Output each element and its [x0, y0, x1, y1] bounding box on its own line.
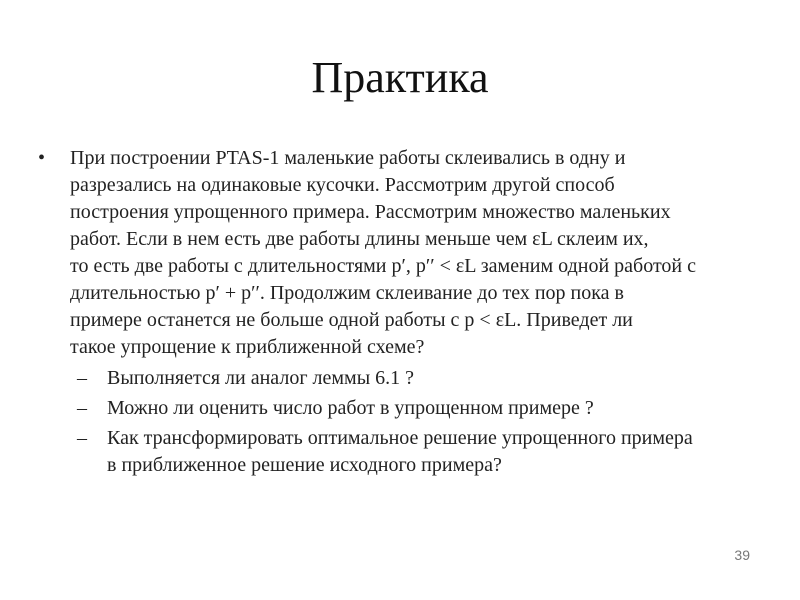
main-bullet: [38, 145, 778, 361]
page-number: 39: [734, 547, 750, 563]
dash-marker: –: [77, 427, 87, 449]
sub-bullet-item: [38, 425, 778, 479]
paragraph-line: При построении PTAS-1 маленькие работы склеивались в одну и: [70, 147, 626, 169]
paragraph-line: длительностью p′ + p′′. Продолжим склеивание до тех пор пока в: [70, 282, 624, 304]
slide-title: Практика: [311, 53, 489, 102]
paragraph-line: разрезались на одинаковые кусочки. Рассмотрим другой способ: [70, 174, 615, 196]
sub-item-line: в приближенное решение исходного примера?: [107, 454, 502, 476]
paragraph-line: построения упрощенного примера. Рассмотрим множество маленьких: [70, 201, 671, 223]
sub-bullet-item: [38, 395, 778, 422]
paragraph-line: работ. Если в нем есть две работы длины меньше чем εL склеим их,: [70, 228, 649, 250]
sub-bullet-list: [38, 365, 778, 479]
paragraph-line: примере останется не больше одной работы с p < εL. Приведет ли: [70, 309, 633, 331]
bullet-marker: •: [38, 147, 46, 169]
paragraph-line: то есть две работы с длительностями p′, p′′ < εL заменим одной работой с: [70, 255, 697, 277]
dash-marker: –: [77, 367, 87, 389]
slide-content: [38, 145, 778, 479]
sub-item-line: Можно ли оценить число работ в упрощенном примере ?: [107, 397, 594, 419]
sub-item-line: Выполняется ли аналог леммы 6.1 ?: [107, 367, 415, 389]
paragraph-line: такое упрощение к приближенной схеме?: [70, 336, 425, 358]
sub-bullet-item: [38, 365, 778, 392]
dash-marker: –: [77, 397, 87, 419]
sub-item-line: Как трансформировать оптимальное решение упрощенного примера: [107, 427, 693, 449]
